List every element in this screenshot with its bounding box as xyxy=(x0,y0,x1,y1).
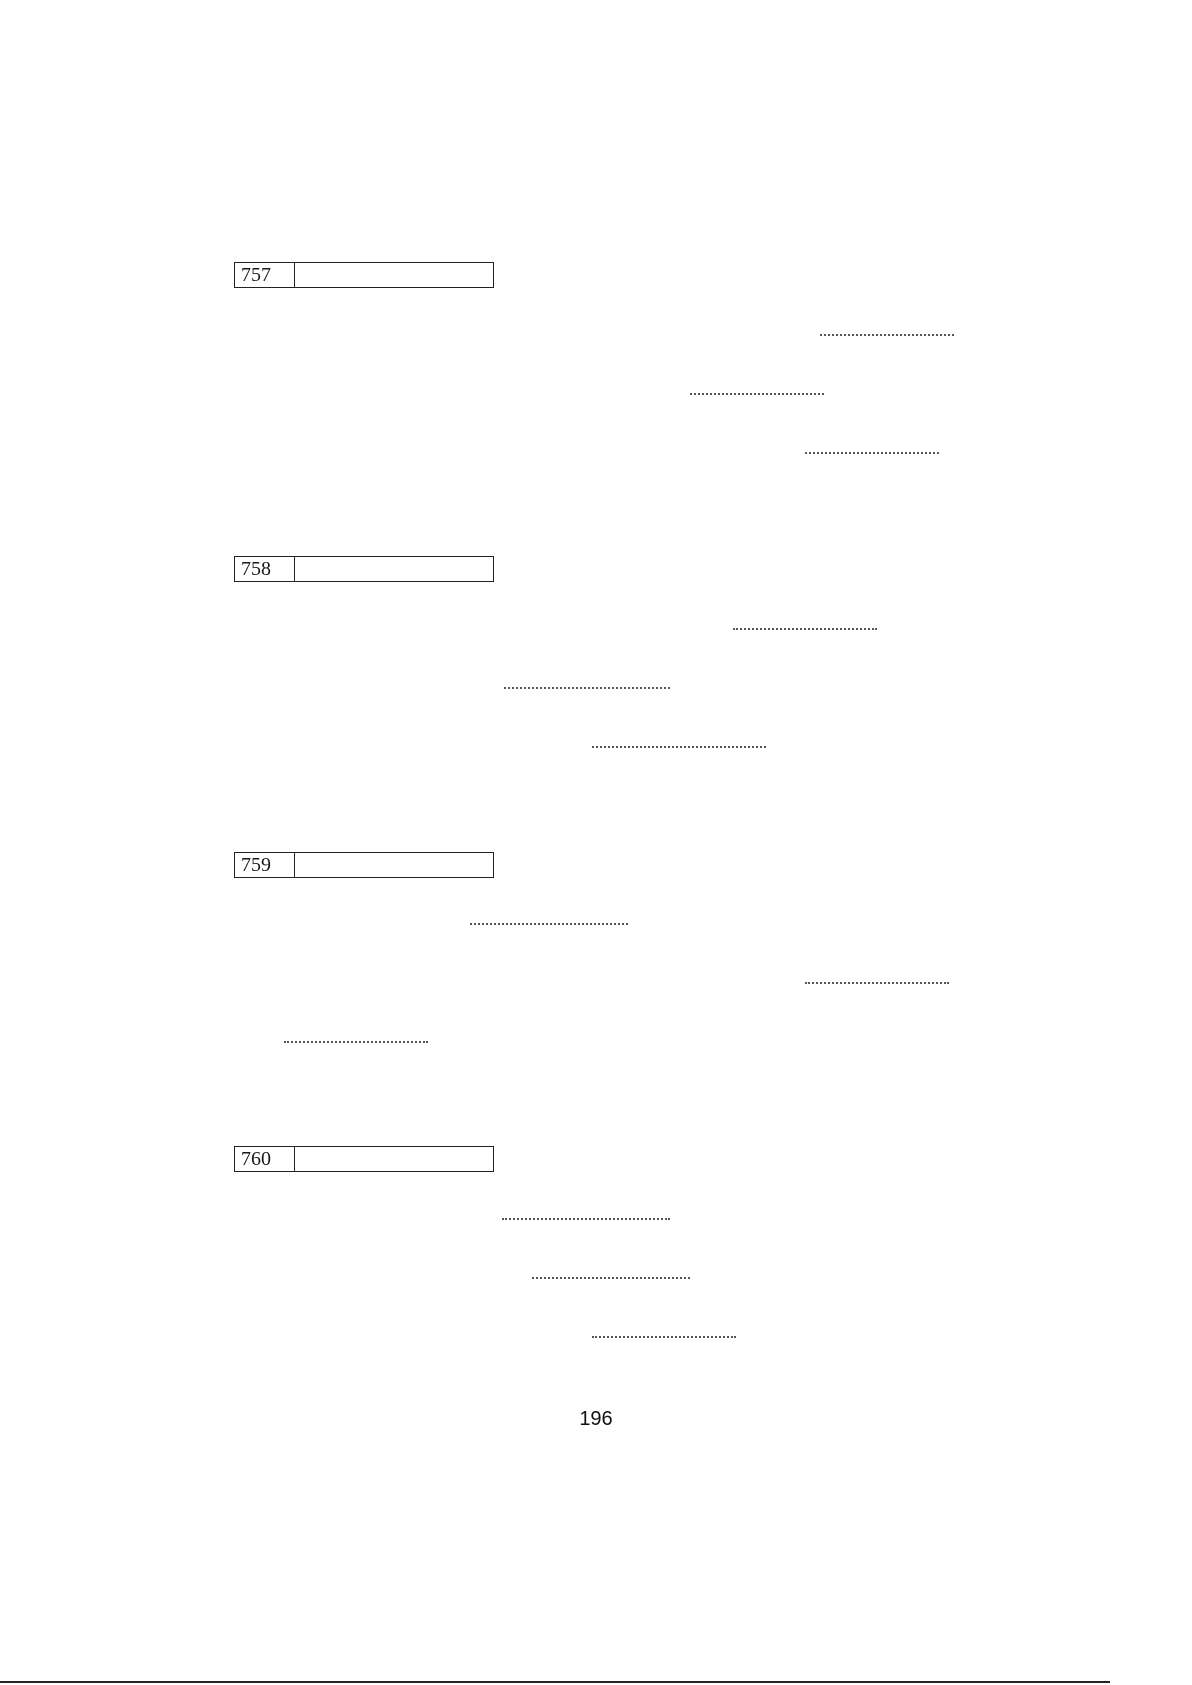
question-number: 758 xyxy=(235,557,295,581)
question-number: 759 xyxy=(235,853,295,877)
dotted-answer-line xyxy=(502,1214,670,1220)
dotted-answer-line xyxy=(733,624,877,630)
answer-blank xyxy=(295,263,493,287)
question-number-box-760 xyxy=(234,1146,494,1172)
page-number: 196 xyxy=(579,1408,613,1430)
question-number-box-759 xyxy=(234,852,494,878)
question-number: 760 xyxy=(235,1147,295,1171)
dotted-answer-line xyxy=(592,742,766,748)
dotted-answer-line xyxy=(504,683,670,689)
answer-blank xyxy=(295,1147,493,1171)
dotted-answer-line xyxy=(284,1037,428,1043)
dotted-answer-line xyxy=(532,1273,690,1279)
answer-blank xyxy=(295,557,493,581)
bottom-border-line xyxy=(0,1681,1110,1683)
dotted-answer-line xyxy=(805,978,949,984)
dotted-answer-line xyxy=(690,389,824,395)
question-number-box-757 xyxy=(234,262,494,288)
dotted-answer-line xyxy=(805,448,939,454)
dotted-answer-line xyxy=(470,919,628,925)
question-number: 757 xyxy=(235,263,295,287)
question-number-box-758 xyxy=(234,556,494,582)
dotted-answer-line xyxy=(820,330,954,336)
dotted-answer-line xyxy=(592,1332,736,1338)
answer-blank xyxy=(295,853,493,877)
